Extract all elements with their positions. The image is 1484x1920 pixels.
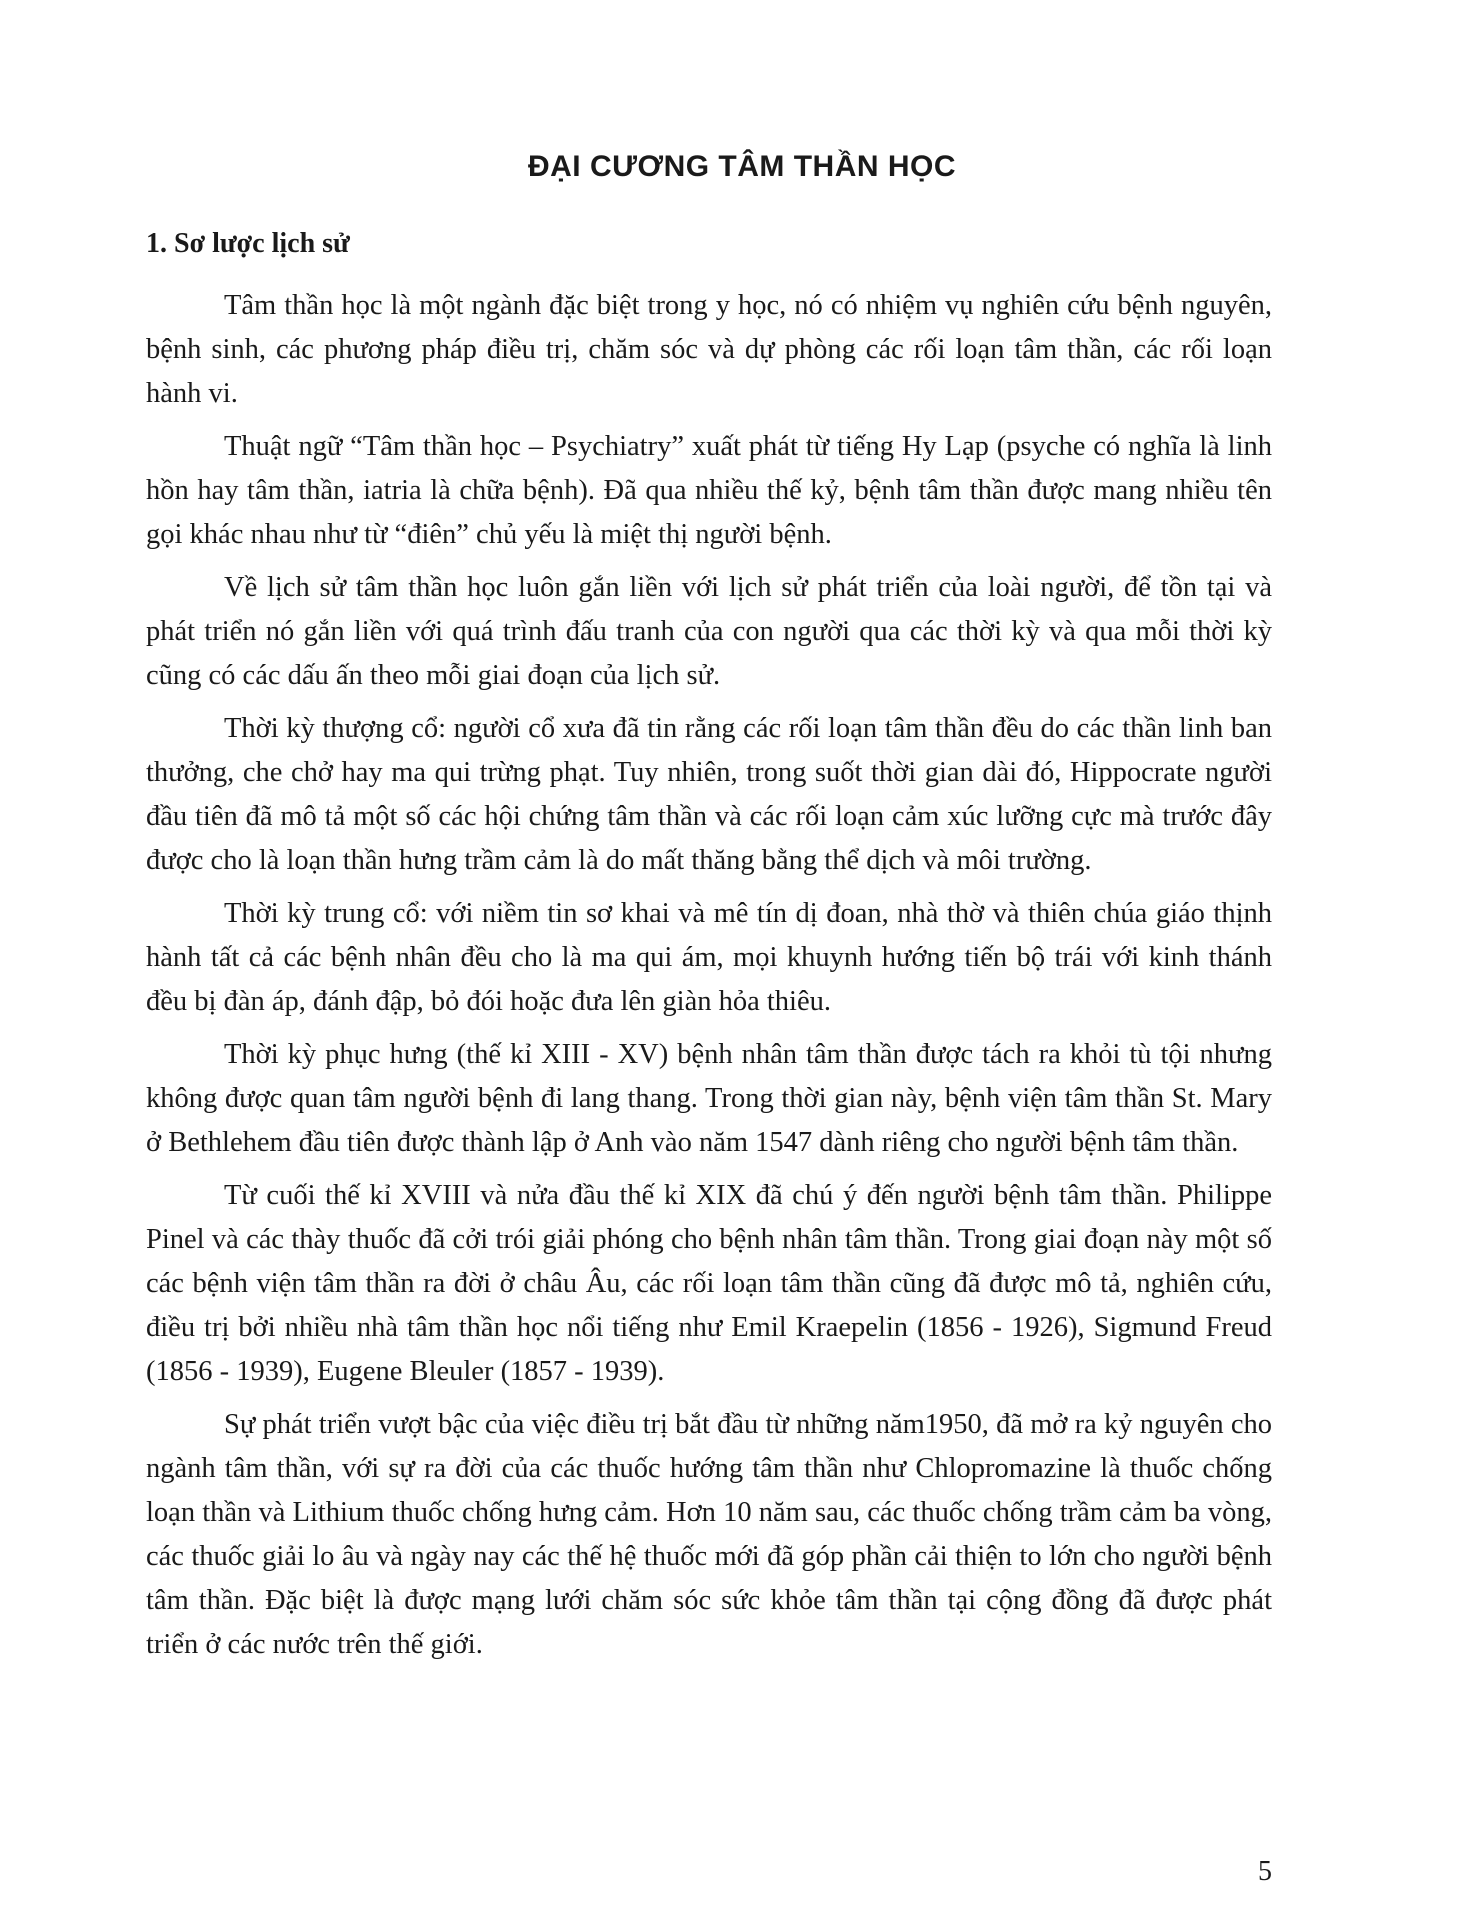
page-number: 5: [1258, 1856, 1272, 1887]
paragraph-18th-19th-century: Từ cuối thế kỉ XVIII và nửa đầu thế kỉ XIX đã chú ý đến người bệnh tâm thần. Philippe Pinel và các thày thuốc đã cởi trói giải phóng cho bệnh nhân tâm thần. Trong giai đoạn này một số các bệnh viện tâm thần ra đời ở châu Âu, các rối loạn tâm thần cũng đã được mô tả, nghiên cứu, điều trị bởi nhiều nhà tâm thần học nổi tiếng như Emil Kraepelin (1856 - 1926), Sigmund Freud (1856 - 1939), Eugene Bleuler (1857 - 1939).: [146, 1180, 1272, 1387]
paragraph-renaissance: Thời kỳ phục hưng (thế kỉ XIII - XV) bệnh nhân tâm thần được tách ra khỏi tù tội nhưng không được quan tâm người bệnh đi lang thang. Trong thời gian này, bệnh viện tâm thần St. Mary ở Bethlehem đầu tiên được thành lập ở Anh vào năm 1547 dành riêng cho người bệnh tâm thần.: [146, 1039, 1272, 1158]
paragraph-definition: Tâm thần học là một ngành đặc biệt trong y học, nó có nhiệm vụ nghiên cứu bệnh nguyên, bệnh sinh, các phương pháp điều trị, chăm sóc và dự phòng các rối loạn tâm thần, các rối loạn hành vi.: [146, 290, 1272, 409]
section-heading: 1. Sơ lược lịch sử: [146, 228, 350, 259]
paragraph-history-overview: Về lịch sử tâm thần học luôn gắn liền với lịch sử phát triển của loài người, để tồn tại và phát triển nó gắn liền với quá trình đấu tranh của con người qua các thời kỳ và qua mỗi thời kỳ cũng có các dấu ấn theo mỗi giai đoạn của lịch sử.: [146, 572, 1272, 691]
paragraph-middle-ages: Thời kỳ trung cổ: với niềm tin sơ khai và mê tín dị đoan, nhà thờ và thiên chúa giáo thịnh hành tất cả các bệnh nhân đều cho là ma qui ám, mọi khuynh hướng tiến bộ trái với kinh thánh đều bị đàn áp, đánh đập, bỏ đói hoặc đưa lên giàn hỏa thiêu.: [146, 898, 1272, 1017]
paragraph-ancient-era: Thời kỳ thượng cổ: người cổ xưa đã tin rằng các rối loạn tâm thần đều do các thần linh ban thưởng, che chở hay ma qui trừng phạt. Tuy nhiên, trong suốt thời gian dài đó, Hippocrate người đầu tiên đã mô tả một số các hội chứng tâm thần và các rối loạn cảm xúc lưỡng cực mà trước đây được cho là loạn thần hưng trầm cảm là do mất thăng bằng thể dịch và môi trường.: [146, 713, 1272, 876]
paragraph-modern-treatment: Sự phát triển vượt bậc của việc điều trị bắt đầu từ những năm1950, đã mở ra kỷ nguyên cho ngành tâm thần, với sự ra đời của các thuốc hướng tâm thần như Chlopromazine là thuốc chống loạn thần và Lithium thuốc chống hưng cảm. Hơn 10 năm sau, các thuốc chống trầm cảm ba vòng, các thuốc giải lo âu và ngày nay các thế hệ thuốc mới đã góp phần cải thiện to lớn cho người bệnh tâm thần. Đặc biệt là được mạng lưới chăm sóc sức khỏe tâm thần tại cộng đồng đã được phát triển ở các nước trên thế giới.: [146, 1409, 1272, 1660]
chapter-title: ĐẠI CƯƠNG TÂM THẦN HỌC: [527, 150, 957, 183]
body-text: [146, 284, 1272, 1676]
paragraph-terminology: Thuật ngữ “Tâm thần học – Psychiatry” xuất phát từ tiếng Hy Lạp (psyche có nghĩa là linh hồn hay tâm thần, iatria là chữa bệnh). Đã qua nhiều thế kỷ, bệnh tâm thần được mang nhiều tên gọi khác nhau như từ “điên” chủ yếu là miệt thị người bệnh.: [146, 431, 1272, 550]
